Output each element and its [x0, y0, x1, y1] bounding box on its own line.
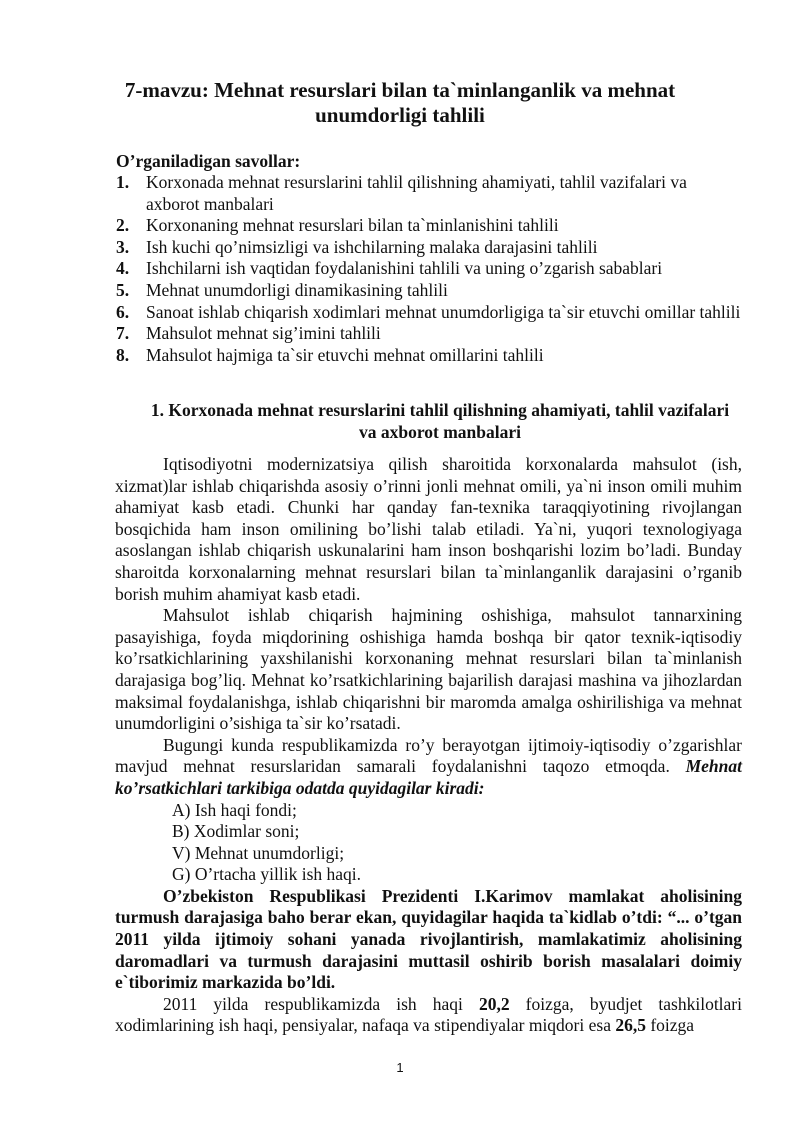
- list-text: Ish kuchi qo’nimsizligi va ishchilarning malaka darajasini tahlili: [146, 236, 598, 257]
- quote-paragraph: O’zbekiston Respublikasi Prezidenti I.Karimov mamlakat aholisining turmush darajasiga baho berar ekan, quyidagilar haqida ta`kidlab o’tdi: “... o’tgan 2011 yilda ijtimoiy sohani yanada rivojlantirish, mamlakatimiz aholisining daromadlari va turmush darajasini muttasil oshirib borish masalalari doimiy e`tiborimiz markazida bo’ldi.: [115, 885, 742, 993]
- list-number: 7.: [116, 323, 130, 344]
- list-number: 1.: [116, 172, 130, 192]
- list-item: B) Xodimlar soni;: [172, 821, 300, 842]
- list-item: A) Ish haqi fondi;: [172, 799, 297, 820]
- highlight-number: 20,2: [478, 993, 510, 1014]
- paragraph-text: foizga, byudjet tashkilotlari xodimlarining ish haqi, pensiyalar, nafaqa va stipendiyalar miqdori esa: [115, 993, 742, 1036]
- list-text: Mahsulot mehnat sig’imini tahlili: [146, 323, 381, 344]
- list-text: Mehnat unumdorligi dinamikasining tahlili: [146, 279, 448, 300]
- list-number: 5.: [116, 279, 130, 300]
- section-title: 1. Korxonada mehnat resurslarini tahlil qilishning ahamiyati, tahlil vazifalari va axborot manbalari: [150, 400, 730, 442]
- list-text: Ishchilarni ish vaqtidan foydalanishini tahlili va uning o’zgarish sabablari: [146, 258, 663, 279]
- emphasis-text: Mehnat ko’rsatkichlari tarkibiga odatda quyidagilar kiradi:: [115, 756, 743, 798]
- list-item: [116, 345, 742, 367]
- paragraph: Iqtisodiyotni modernizatsiya qilish sharoitida korxonalarda mahsulot (ish, xizmat)lar ishlab chiqarishda asosiy o’rinni jonli mehnat omili, ya`ni inson omili muhim ahamiyat kasb etadi. Chunki har qanday fan-texnika taraqqiyotining rivojlangan bosqichida ham inson omilining bo’lishi talab etiladi. Ya`ni, yuqori texnologiyaga asoslangan ishlab chiqarish uskunalarini ham inson boshqarishi lozim bo’ladi. Bunday sharoitda korxonalarning mehnat resurslari bilan ta`minlanganlik darajasini o’rganib borish muhim ahamiyat kasb etadi.: [115, 454, 742, 604]
- document-title: 7-mavzu: Mehnat resurslari bilan ta`minlanganlik va mehnat unumdorligi tahlili: [124, 78, 676, 127]
- list-item: [116, 323, 742, 345]
- list-number: 2.: [116, 215, 130, 236]
- list-item: G) O’rtacha yillik ish haqi.: [172, 864, 362, 885]
- list-item: [116, 280, 742, 302]
- page-number: 1: [396, 1060, 404, 1075]
- list-item: [116, 302, 742, 324]
- list-item: [116, 172, 742, 215]
- list-number: 3.: [116, 236, 130, 257]
- questions-list: [116, 172, 742, 366]
- list-item: [116, 215, 742, 237]
- paragraph-text: Bugungi kunda respublikamizda ro’y berayotgan ijtimoiy-iqtisodiy o’zgarishlar mavjud mehnat resurslaridan samarali foydalanishni taqozo etmoqda.: [115, 734, 742, 777]
- body-text: [115, 454, 742, 1037]
- list-text: Sanoat ishlab chiqarish xodimlari mehnat unumdorligiga ta`sir etuvchi omillar tahlili: [146, 301, 741, 322]
- paragraph-text: foizga: [645, 1015, 695, 1036]
- list-number: 6.: [116, 301, 130, 322]
- highlight-number: 26,5: [615, 1015, 646, 1036]
- list-text: Korxonaning mehnat resurslari bilan ta`minlanishini tahlili: [146, 215, 559, 236]
- list-item: V) Mehnat unumdorligi;: [172, 842, 345, 863]
- list-item: [116, 258, 742, 280]
- list-text: Korxonada mehnat resurslarini tahlil qilishning ahamiyati, tahlil vazifalari va axborot manbalari: [146, 172, 687, 214]
- list-text: Mahsulot hajmiga ta`sir etuvchi mehnat omillarini tahlili: [146, 344, 544, 365]
- paragraph: Mahsulot ishlab chiqarish hajmining oshishiga, mahsulot tannarxining pasayishiga, foyda miqdorining oshishiga hamda boshqa bir qator texnik-iqtisodiy ko’rsatkichlarining yaxshilanishi korxonaning mehnat resurslari bilan ta`minlanish darajasiga bog’liq. Mehnat ko’rsatkichlarining bajarilish darajasi mashina va jihozlardan maksimal foydalanishga, ishlab chiqarishni bir maromda amalga oshirilishiga va mehnat unumdorligini o’sishiga ta`sir ko’rsatadi.: [115, 605, 742, 734]
- list-number: 8.: [116, 344, 130, 365]
- paragraph: [115, 735, 742, 800]
- list-item: [116, 237, 742, 259]
- list-number: 4.: [116, 258, 130, 279]
- paragraph: [115, 994, 742, 1037]
- questions-heading: O’rganiladigan savollar:: [116, 151, 301, 171]
- paragraph-text: 2011 yilda respublikamizda ish haqi: [163, 993, 479, 1014]
